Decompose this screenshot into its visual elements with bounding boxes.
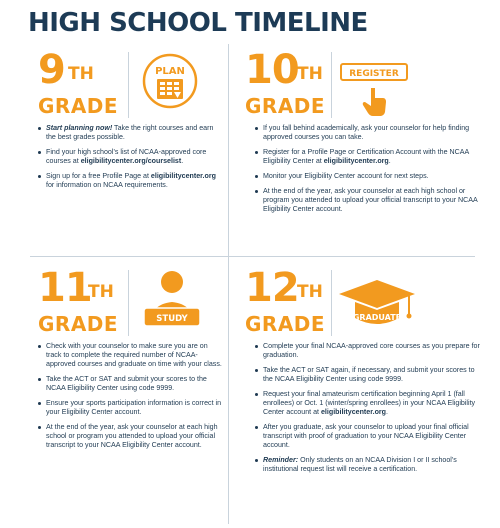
list-item: Sign up for a free Profile Page at eligibilitycenter.org for information on NCAA requirements. bbox=[38, 172, 224, 190]
grade-number: 12 bbox=[245, 265, 299, 311]
grade-word: GRADE bbox=[245, 312, 326, 336]
list-item: Request your final amateurism certification beginning April 1 (fall enrollees) or Oct. 1 (winter/spring enrollees) in your NCAA Eligibility Center account at eligibilitycenter.org. bbox=[255, 390, 481, 417]
grade-12-section bbox=[245, 262, 481, 480]
register-pointer-icon bbox=[339, 62, 411, 120]
grade-suffix: TH bbox=[297, 282, 323, 302]
register-label: REGISTER bbox=[349, 69, 399, 79]
grade-12-list bbox=[245, 342, 481, 474]
header-separator bbox=[331, 52, 332, 118]
grade-10-list bbox=[245, 124, 481, 214]
plan-label: PLAN bbox=[155, 66, 185, 77]
grade-word: GRADE bbox=[38, 312, 119, 336]
grade-9-header bbox=[28, 44, 224, 124]
vertical-divider bbox=[228, 44, 229, 524]
list-item: Take the ACT or SAT and submit your scores to the NCAA Eligibility Center using code 9999. bbox=[38, 375, 224, 393]
list-item: Take the ACT or SAT again, if necessary, and submit your scores to the NCAA Eligibility Center using code 9999. bbox=[255, 366, 481, 384]
list-item: Complete your final NCAA-approved core courses as you prepare for graduation. bbox=[255, 342, 481, 360]
grade-10-header bbox=[245, 44, 481, 124]
grade-suffix: TH bbox=[68, 64, 94, 84]
list-item: At the end of the year, ask your counselor at each high school or program you attended to upload your official transcript to your NCAA Eligibility Center account. bbox=[38, 423, 224, 450]
grade-number: 9 bbox=[38, 47, 65, 93]
grade-word: GRADE bbox=[245, 94, 326, 118]
list-item: At the end of the year, ask your counselor at each high school or program you attended to upload your official transcript to your NCAA Eligibility Center account. bbox=[255, 187, 481, 214]
study-reader-icon bbox=[136, 268, 208, 334]
grade-11-section bbox=[28, 262, 224, 456]
grade-12-header bbox=[245, 262, 481, 342]
graduate-label: GRADUATE bbox=[352, 313, 402, 322]
list-item: Start planning now! Take the right courses and earn the best grades possible. bbox=[38, 124, 224, 142]
plan-clipboard-icon bbox=[141, 52, 199, 110]
list-item: Reminder: Only students on an NCAA Division I or II school’s institutional request list will receive a certification. bbox=[255, 456, 481, 474]
page-title: HIGH SCHOOL TIMELINE bbox=[28, 8, 368, 38]
grade-suffix: TH bbox=[88, 282, 114, 302]
grade-9-section bbox=[28, 44, 224, 196]
list-item: Find your high school’s list of NCAA-approved core courses at eligibilitycenter.org/courselist. bbox=[38, 148, 224, 166]
list-item: If you fall behind academically, ask your counselor for help finding approved courses you can take. bbox=[255, 124, 481, 142]
horizontal-divider bbox=[30, 256, 475, 257]
grade-10-section bbox=[245, 44, 481, 220]
graduate-cap-icon bbox=[337, 276, 417, 332]
grade-suffix: TH bbox=[297, 64, 323, 84]
study-label: STUDY bbox=[156, 314, 188, 324]
grade-word: GRADE bbox=[38, 94, 119, 118]
header-separator bbox=[128, 52, 129, 118]
grade-number: 10 bbox=[245, 47, 299, 93]
list-item: Monitor your Eligibility Center account for next steps. bbox=[255, 172, 481, 181]
grade-number: 11 bbox=[38, 265, 92, 311]
grade-9-list bbox=[28, 124, 224, 190]
grade-11-list bbox=[28, 342, 224, 450]
list-item: After you graduate, ask your counselor to upload your final official transcript with proof of graduation to your NCAA Eligibility Center account. bbox=[255, 423, 481, 450]
header-separator bbox=[128, 270, 129, 336]
grade-11-header bbox=[28, 262, 224, 342]
list-item: Register for a Profile Page or Certification Account with the NCAA Eligibility Center at eligibilitycenter.org. bbox=[255, 148, 481, 166]
header-separator bbox=[331, 270, 332, 336]
list-item: Ensure your sports participation information is correct in your Eligibility Center account. bbox=[38, 399, 224, 417]
list-item: Check with your counselor to make sure you are on track to complete the required number of NCAA-approved courses and graduate on time with your class. bbox=[38, 342, 224, 369]
